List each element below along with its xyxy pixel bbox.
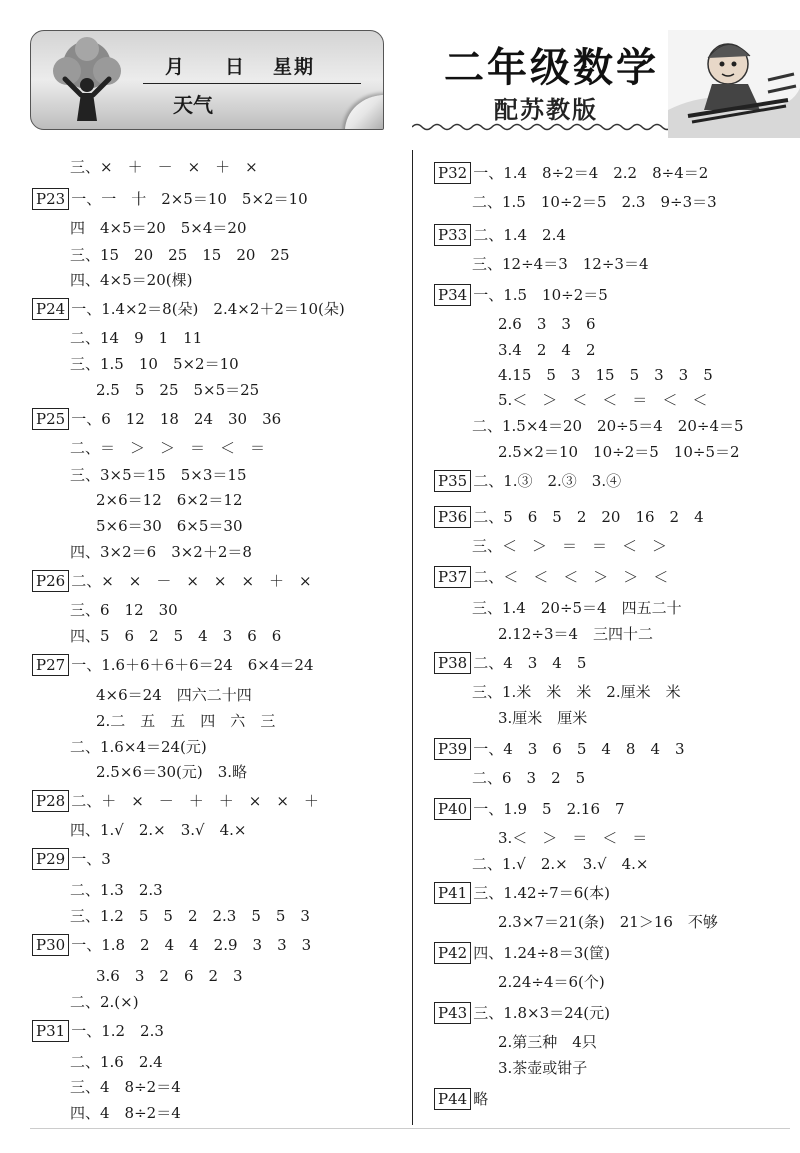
answer-text: 三、＜ ＞ ＝ ＝ ＜ ＞ (472, 537, 668, 555)
answer-line (32, 934, 311, 956)
answer-line (498, 828, 647, 848)
answer-line (70, 270, 192, 290)
answer-text: 2×6＝12 6×2＝12 (96, 491, 243, 509)
answer-line (498, 340, 596, 360)
answer-text: 二、1.4 2.4 (473, 226, 566, 244)
page-number-box: P31 (32, 1020, 69, 1042)
answer-text: 2.6 3 3 6 (498, 315, 596, 333)
answer-line (70, 157, 258, 177)
answer-text: 三、15 20 25 15 20 25 (70, 246, 290, 264)
answer-text: 一、1.9 5 2.16 7 (473, 800, 625, 818)
page-bottom-rule (30, 1128, 790, 1129)
answer-text: 5×6＝30 6×5＝30 (96, 517, 243, 535)
page-number-box: P24 (32, 298, 69, 320)
page-curl (345, 95, 384, 130)
answer-line (96, 516, 243, 536)
page-number-box: P23 (32, 188, 69, 210)
answer-line (434, 1088, 488, 1110)
answer-line (32, 408, 281, 430)
answer-text: 3.4 2 4 2 (498, 341, 596, 359)
answer-line (472, 682, 681, 702)
answer-line (70, 438, 265, 458)
answer-text: 2.24÷4＝6(个) (498, 973, 605, 991)
answer-text: 2.二 五 五 四 六 三 (96, 712, 276, 730)
answer-text: 三、3×5＝15 5×3＝15 (70, 466, 247, 484)
answer-text: 二、＋ × － ＋ ＋ × × ＋ (71, 792, 319, 810)
answer-text: 二、1.5×4＝20 20÷5＝4 20÷4＝5 (472, 417, 744, 435)
answer-line (70, 820, 247, 840)
answer-text: 4.15 5 3 15 5 3 3 5 (498, 366, 713, 384)
answer-text: 四 4×5＝20 5×4＝20 (70, 219, 247, 237)
answer-text: 一、1.8 2 4 4 2.9 3 3 3 (71, 936, 312, 954)
answer-text: 一、3 (71, 850, 111, 868)
answer-line (434, 942, 610, 964)
page-number-box: P33 (434, 224, 471, 246)
answer-line (472, 536, 667, 556)
day-label: 日 (225, 56, 247, 78)
book-title: 二年级数学 (444, 45, 659, 91)
answer-text: 二、× × － × × × ＋ × (71, 572, 312, 590)
answer-line (434, 1002, 610, 1024)
answer-text: 二、1.3 2.3 (70, 881, 163, 899)
answer-text: 四、4 8÷2＝4 (70, 1104, 181, 1122)
answer-text: 3.厘米 厘米 (498, 709, 588, 727)
answer-text: 二、＝ ＞ ＞ ＝ ＜ ＝ (70, 439, 266, 457)
answer-line (96, 966, 243, 986)
page-number-box: P32 (434, 162, 471, 184)
answer-line (32, 188, 308, 210)
weather-label: 天气 (173, 93, 213, 117)
page-number-box: P41 (434, 882, 471, 904)
answer-text: 一、1.2 2.3 (71, 1022, 164, 1040)
answer-text: 三、12÷4＝3 12÷3＝4 (472, 255, 649, 273)
answer-text: 二、4 3 4 5 (473, 654, 587, 672)
answer-text: 二、1.6 2.4 (70, 1053, 163, 1071)
sledding-kid-illustration (668, 30, 800, 138)
answer-line (472, 598, 682, 618)
answer-text: 三、1.8×3＝24(元) (473, 1004, 610, 1022)
answer-line (32, 1020, 164, 1042)
answer-text: 四、1.√ 2.× 3.√ 4.× (70, 821, 247, 839)
answer-line (472, 192, 717, 212)
answer-line (498, 972, 605, 992)
column-divider (412, 150, 413, 1125)
answer-line (70, 1077, 181, 1097)
answer-text: 二、＜ ＜ ＜ ＞ ＞ ＜ (473, 568, 669, 586)
answer-text: 3.茶壶或钳子 (498, 1059, 588, 1077)
answer-text: 二、1.③ 2.③ 3.④ (473, 472, 622, 490)
answer-line (96, 711, 275, 731)
answer-line (70, 354, 239, 374)
wave-divider (412, 122, 682, 132)
answer-line (96, 685, 252, 705)
answer-line (472, 854, 649, 874)
answer-text: 三、1.4 20÷5＝4 四五二十 (472, 599, 682, 617)
page-number-box: P36 (434, 506, 471, 528)
answer-line (70, 1052, 163, 1072)
answer-line (434, 162, 708, 184)
answer-line (434, 224, 566, 246)
answer-text: 三、1.5 10 5×2＝10 (70, 355, 239, 373)
answer-text: 二、5 6 5 2 20 16 2 4 (473, 508, 704, 526)
answer-text: 一、1.5 10÷2＝5 (473, 286, 608, 304)
answer-text: 2.12÷3＝4 三四十二 (498, 625, 654, 643)
answer-line (472, 768, 585, 788)
answer-text: 三、1.42÷7＝6(本) (473, 884, 610, 902)
answer-line (434, 738, 685, 760)
page-number-box: P39 (434, 738, 471, 760)
book-title-banner (412, 30, 800, 140)
month-label: 月 (165, 56, 187, 78)
page-number-box: P30 (32, 934, 69, 956)
answer-text: 四、5 6 2 5 4 3 6 6 (70, 627, 282, 645)
answer-line (70, 880, 163, 900)
answer-text: 四、1.24÷8＝3(筐) (473, 944, 610, 962)
page-number-box: P42 (434, 942, 471, 964)
answer-line (70, 626, 281, 646)
answer-line (434, 882, 610, 904)
answer-line (498, 365, 713, 385)
answer-line (498, 1032, 597, 1052)
answer-line (32, 654, 314, 676)
answer-line (434, 652, 586, 674)
answer-line (32, 298, 345, 320)
answer-text: 2.3×7＝21(条) 21＞16 不够 (498, 913, 718, 931)
answer-line (434, 506, 704, 528)
answer-line (498, 912, 718, 932)
answer-line (70, 600, 178, 620)
answer-line (70, 992, 139, 1012)
answer-text: 二、1.√ 2.× 3.√ 4.× (472, 855, 649, 873)
answer-text: 3.6 3 2 6 2 3 (96, 967, 243, 985)
answer-text: 三、1.2 5 5 2 2.3 5 5 3 (70, 907, 310, 925)
answer-line (498, 708, 587, 728)
answer-text: 2.第三种 4只 (498, 1033, 597, 1051)
weekday-label: 星期 (273, 56, 316, 78)
answer-line (32, 570, 312, 592)
page-number-box: P40 (434, 798, 471, 820)
edition-label: 配苏教版 (494, 96, 598, 124)
answer-text: 5.＜ ＞ ＜ ＜ ＝ ＜ ＜ (498, 391, 708, 409)
page-number-box: P27 (32, 654, 69, 676)
answer-text: 一、1.6＋6＋6＋6＝24 6×4＝24 (71, 656, 314, 674)
answer-text: 四、3×2＝6 3×2＋2＝8 (70, 543, 252, 561)
answer-line (498, 314, 596, 334)
page-number-box: P37 (434, 566, 471, 588)
answer-line (434, 470, 621, 492)
answer-line (498, 624, 653, 644)
answer-line (96, 762, 247, 782)
answer-text: 二、1.6×4＝24(元) (70, 738, 207, 756)
answer-text: 2.5×6＝30(元) 3.略 (96, 763, 248, 781)
page-number-box: P28 (32, 790, 69, 812)
answer-line (32, 790, 319, 812)
page-number-box: P35 (434, 470, 471, 492)
answer-text: 三、1.米 米 米 2.厘米 米 (472, 683, 681, 701)
date-weather-banner (30, 30, 384, 130)
answer-line (498, 390, 707, 410)
tree-person-icon (37, 35, 137, 125)
answer-text: 一、一 十 2×5＝10 5×2＝10 (71, 190, 308, 208)
answer-line (434, 566, 668, 588)
answer-text: 二、2.(×) (70, 993, 139, 1011)
answer-text: 3.＜ ＞ ＝ ＜ ＝ (498, 829, 648, 847)
date-line (143, 53, 361, 84)
answer-line (70, 542, 252, 562)
answer-line (32, 848, 111, 870)
page-number-box: P44 (434, 1088, 471, 1110)
answer-text: 略 (473, 1090, 489, 1108)
answer-line (96, 490, 243, 510)
answer-text: 二、6 3 2 5 (472, 769, 586, 787)
answer-line (472, 254, 649, 274)
answer-line (70, 465, 247, 485)
answer-line (70, 328, 202, 348)
answer-text: 2.5×2＝10 10÷2＝5 10÷5＝2 (498, 443, 740, 461)
answer-line (498, 442, 740, 462)
page-number-box: P38 (434, 652, 471, 674)
answer-line (70, 737, 207, 757)
answer-line (498, 1058, 587, 1078)
answer-line (70, 218, 247, 238)
answer-line (434, 284, 608, 306)
answer-text: 一、1.4×2＝8(朵) 2.4×2＋2＝10(朵) (71, 300, 345, 318)
answer-text: 三、× ＋ － × ＋ × (70, 158, 258, 176)
page-number-box: P26 (32, 570, 69, 592)
answer-text: 三、6 12 30 (70, 601, 178, 619)
answer-text: 一、6 12 18 24 30 36 (71, 410, 282, 428)
answer-text: 一、4 3 6 5 4 8 4 3 (473, 740, 685, 758)
answer-line (472, 416, 744, 436)
answer-text: 三、4 8÷2＝4 (70, 1078, 181, 1096)
answer-text: 一、1.4 8÷2＝4 2.2 8÷4＝2 (473, 164, 709, 182)
answer-text: 4×6＝24 四六二十四 (96, 686, 252, 704)
answer-line (70, 906, 310, 926)
page-number-box: P29 (32, 848, 69, 870)
answer-text: 2.5 5 25 5×5＝25 (96, 381, 260, 399)
answer-text: 二、1.5 10÷2＝5 2.3 9÷3＝3 (472, 193, 717, 211)
answer-line (70, 1103, 181, 1123)
answer-text: 四、4×5＝20(棵) (70, 271, 193, 289)
page-number-box: P34 (434, 284, 471, 306)
answer-line (96, 380, 259, 400)
page-number-box: P43 (434, 1002, 471, 1024)
page-number-box: P25 (32, 408, 69, 430)
answer-text: 二、14 9 1 11 (70, 329, 203, 347)
answer-line (70, 245, 290, 265)
answer-line (434, 798, 625, 820)
